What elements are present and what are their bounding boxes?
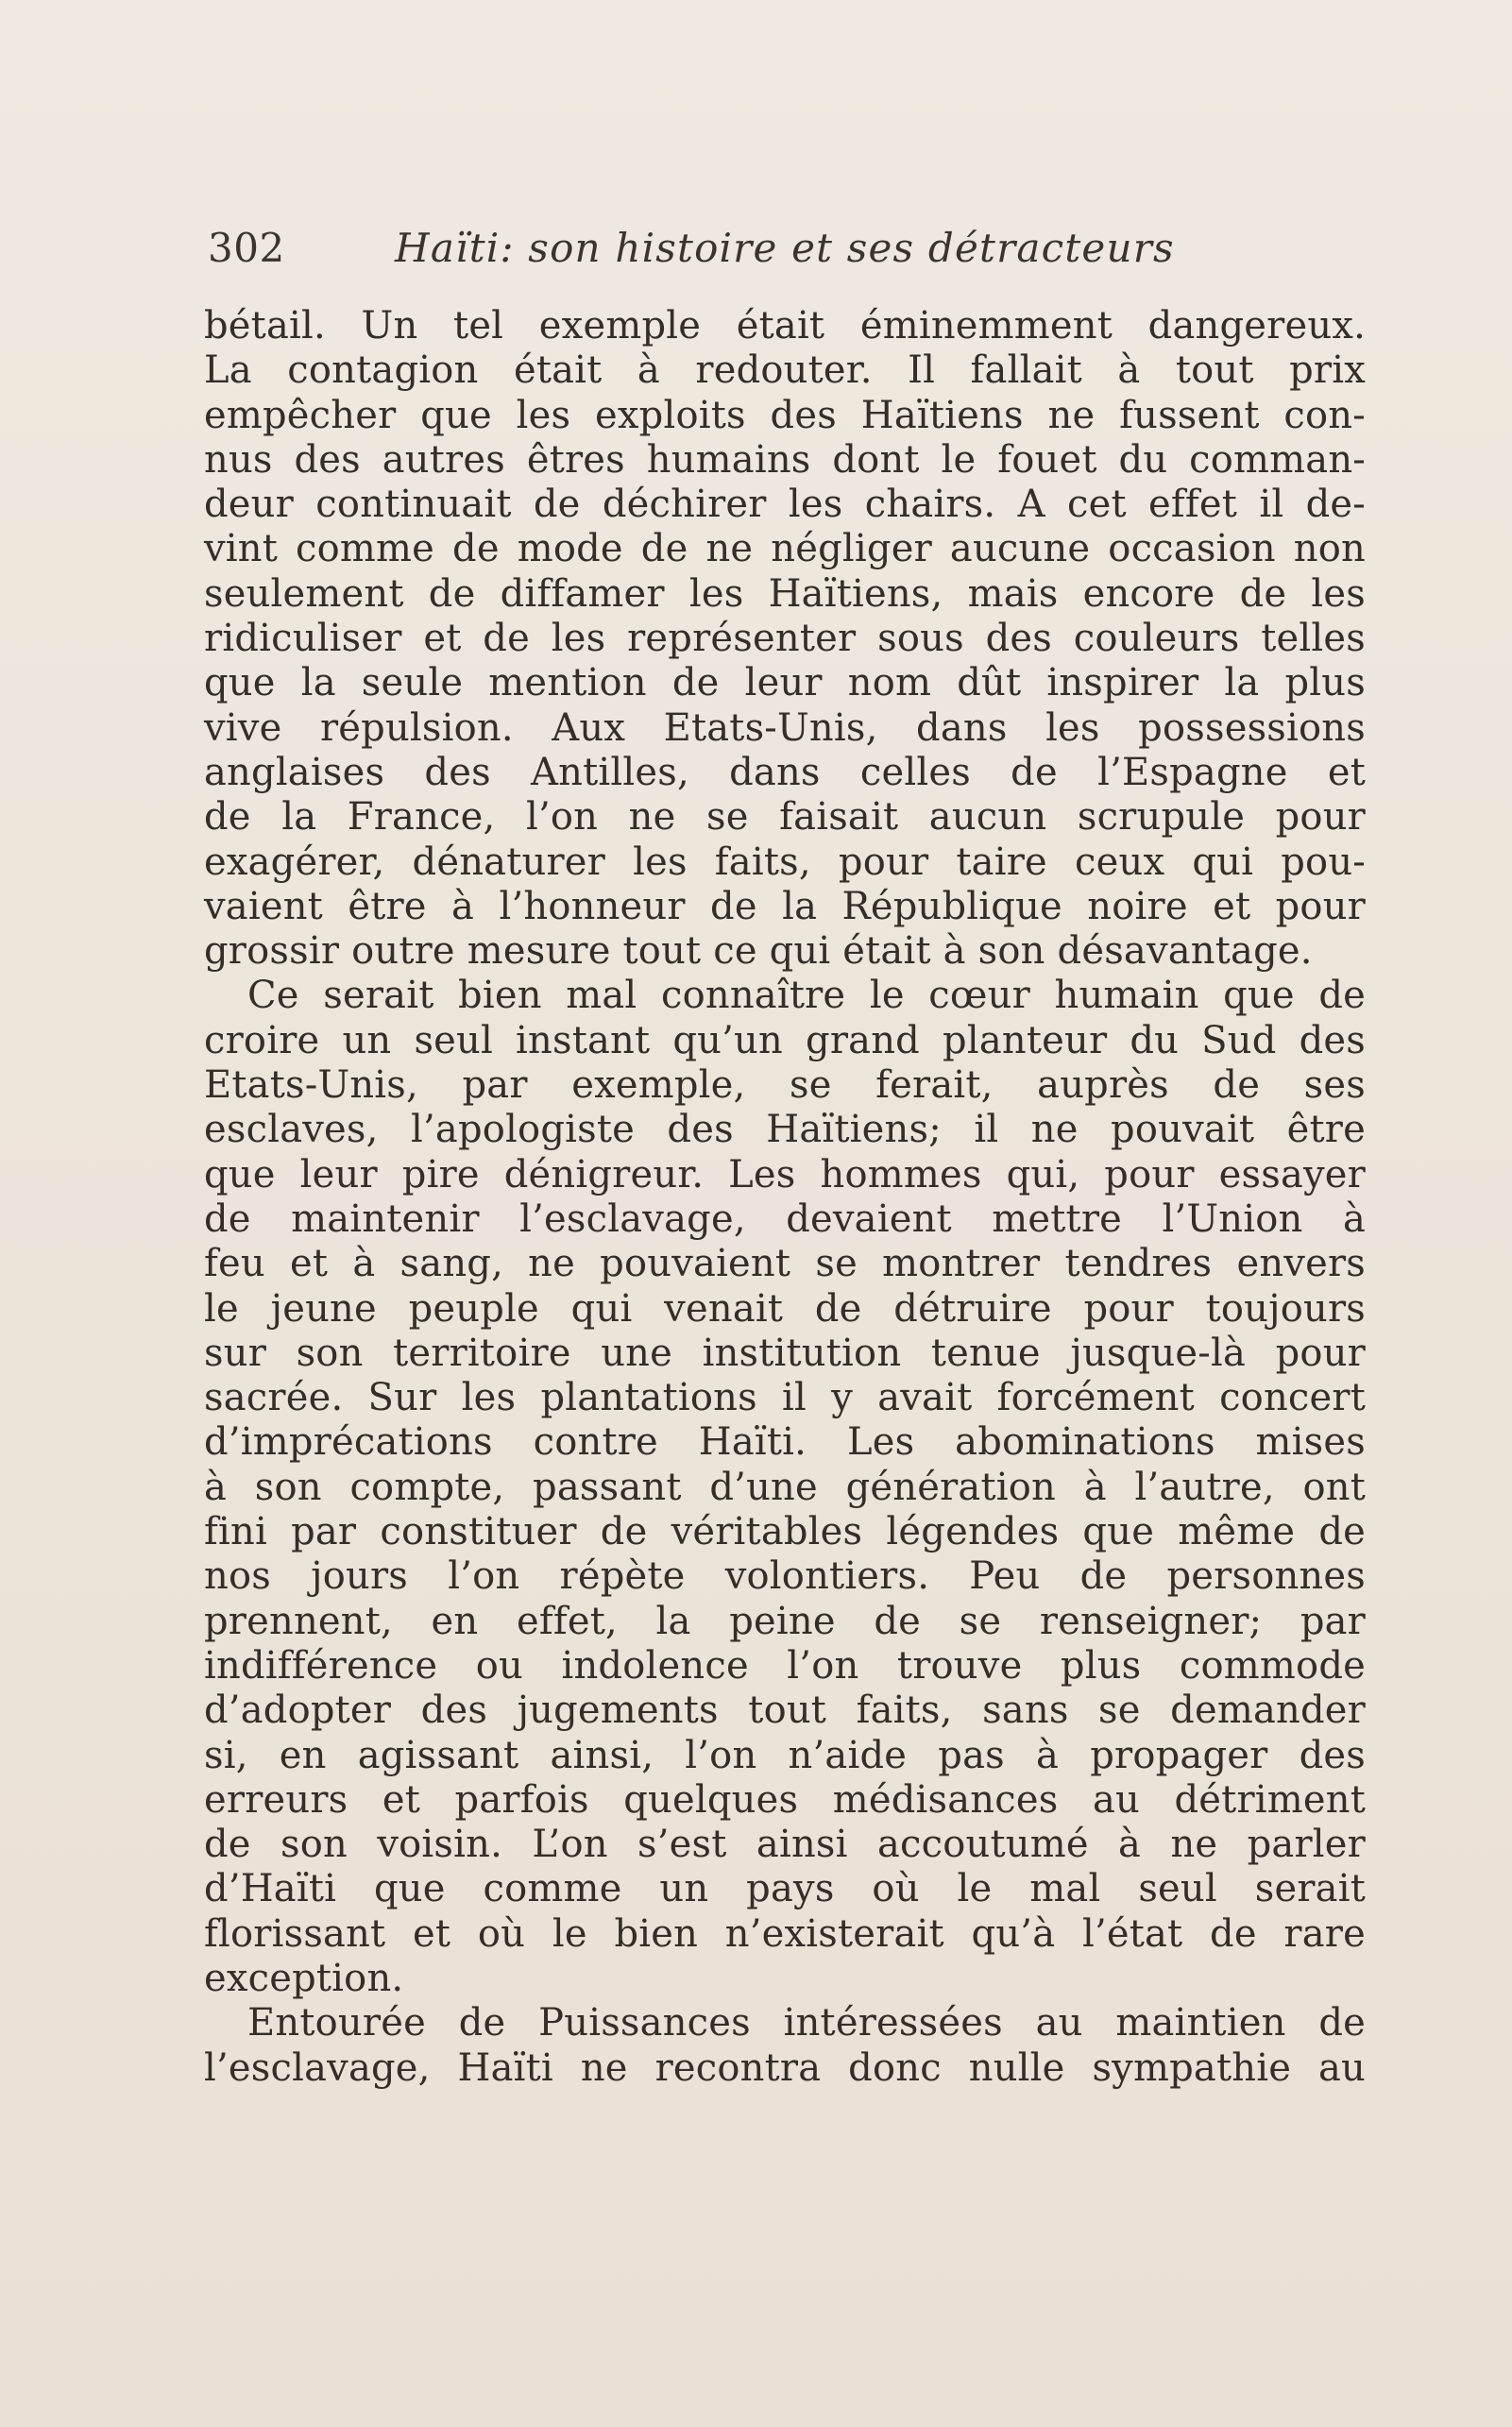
text-line: grossir outre mesure tout ce qui était à son désavantage. <box>204 929 1313 974</box>
text-line: exception. <box>204 1956 404 2000</box>
text-line: feu et à sang, ne pouvaient se montrer tendres envers <box>204 1242 1366 1286</box>
text-line: sur son territoire une institution tenue jusque-là pour <box>204 1331 1366 1375</box>
text-line: nus des autres êtres humains dont le fouet du comman- <box>204 437 1366 482</box>
text-line: l’esclavage, Haïti ne recontra donc nulle sympathie au <box>204 2045 1366 2090</box>
text-line: prennent, en effet, la peine de se renseigner; par <box>204 1599 1366 1643</box>
text-line: que leur pire dénigreur. Les hommes qui, pour essayer <box>204 1152 1366 1197</box>
text-line: Ce serait bien mal connaître le cœur humain que de <box>247 974 1366 1018</box>
text-line: vaient être à l’honneur de la République noire et pour <box>204 884 1366 928</box>
text-line: de maintenir l’esclavage, devaient mettre l’Union à <box>204 1197 1366 1241</box>
text-line: de son voisin. L’on s’est ainsi accoutumé à ne parler <box>204 1823 1366 1867</box>
text-line: que la seule mention de leur nom dût inspirer la plus <box>204 661 1366 705</box>
text-line: La contagion était à redouter. Il fallait à tout prix <box>204 348 1366 393</box>
text-line: le jeune peuple qui venait de détruire pour toujours <box>204 1286 1366 1331</box>
page-header <box>208 225 1266 285</box>
text-line: erreurs et parfois quelques médisances au détriment <box>204 1777 1366 1822</box>
text-line: si, en agissant ainsi, l’on n’aide pas à propager des <box>204 1733 1366 1777</box>
text-line: croire un seul instant qu’un grand planteur du Sud des <box>204 1018 1366 1062</box>
text-line: d’adopter des jugements tout faits, sans se demander <box>204 1689 1366 1733</box>
text-line: vive répulsion. Aux Etats-Unis, dans les possessions <box>204 705 1366 750</box>
text-line: florissant et où le bien n’existerait qu’à l’état de rare <box>204 1911 1366 1956</box>
text-line: exagérer, dénaturer les faits, pour taire ceux qui pou- <box>204 840 1366 884</box>
text-line: Etats-Unis, par exemple, se ferait, auprès de ses <box>204 1063 1366 1108</box>
text-line: deur continuait de déchirer les chairs. A cet effet il de- <box>204 483 1366 527</box>
text-line: empêcher que les exploits des Haïtiens ne fussent con- <box>204 393 1366 437</box>
text-line: anglaises des Antilles, dans celles de l’Espagne et <box>204 750 1366 794</box>
running-title: Haïti: son histoire et ses détracteurs <box>395 225 1175 271</box>
text-line: esclaves, l’apologiste des Haïtiens; il ne pouvait être <box>204 1108 1366 1152</box>
text-line: seulement de diffamer les Haïtiens, mais encore de les <box>204 571 1366 616</box>
text-line: d’imprécations contre Haïti. Les abominations mises <box>204 1420 1366 1465</box>
text-line: indifférence ou indolence l’on trouve plus commode <box>204 1643 1366 1688</box>
page-number: 302 <box>208 225 285 271</box>
text-line: d’Haïti que comme un pays où le mal seul serait <box>204 1867 1366 1911</box>
text-line: fini par constituer de véritables légendes que même de <box>204 1510 1366 1554</box>
text-line: Entourée de Puissances intéressées au maintien de <box>247 2001 1366 2045</box>
text-line: à son compte, passant d’une génération à l’autre, ont <box>204 1465 1366 1509</box>
body-text <box>204 304 1366 2091</box>
text-line: de la France, l’on ne se faisait aucun scrupule pour <box>204 795 1366 840</box>
text-line: nos jours l’on répète volontiers. Peu de personnes <box>204 1554 1366 1599</box>
text-line: vint comme de mode de ne négliger aucune occasion non <box>204 527 1366 571</box>
text-line: bétail. Un tel exemple était éminemment dangereux. <box>204 304 1366 348</box>
text-line: ridiculiser et de les représenter sous des couleurs telles <box>204 617 1366 661</box>
text-line: sacrée. Sur les plantations il y avait forcément concert <box>204 1376 1366 1420</box>
